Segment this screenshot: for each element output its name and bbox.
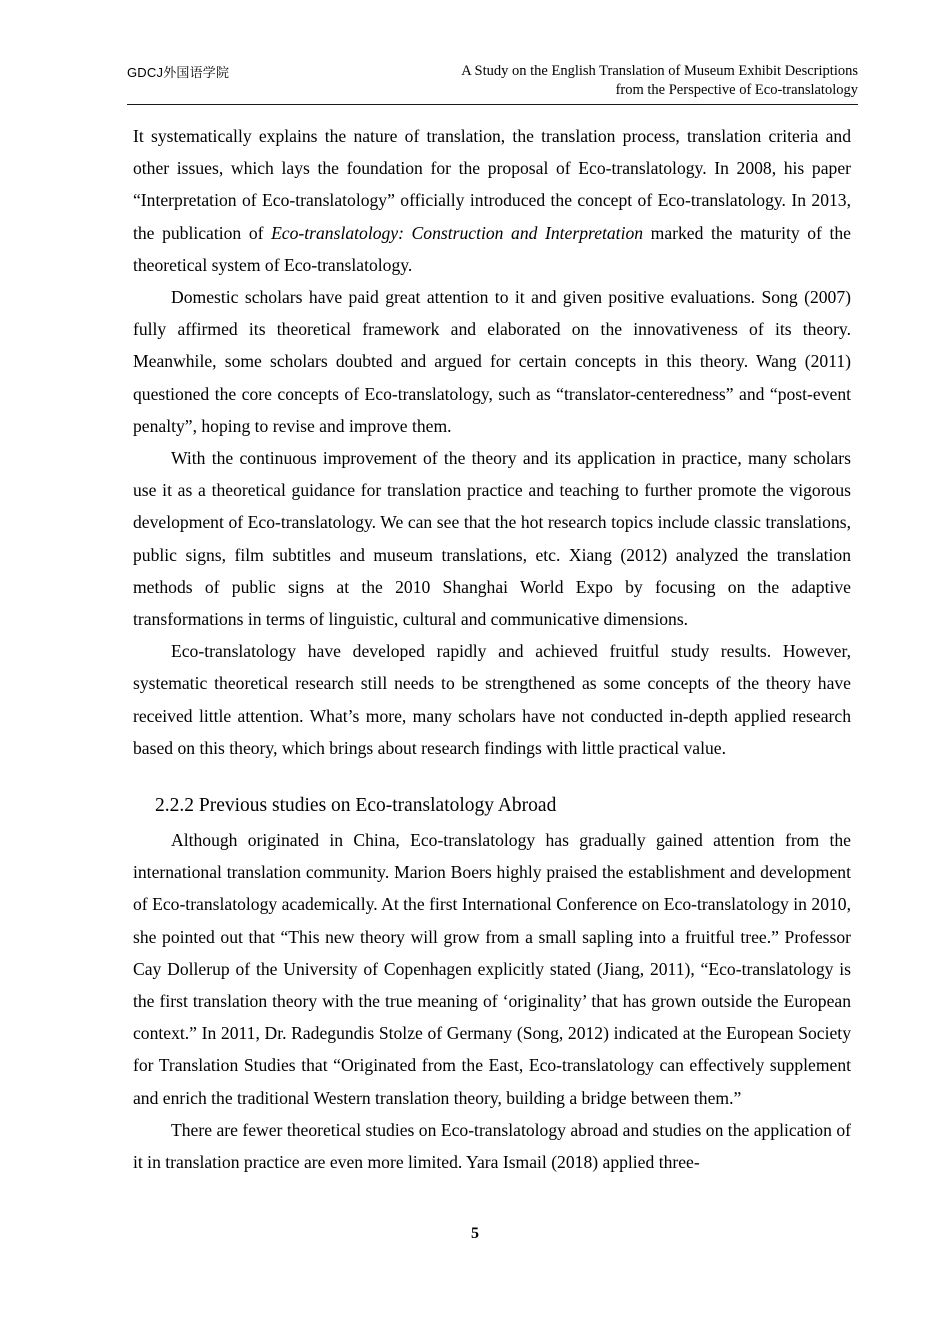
header-divider-rule	[127, 104, 858, 105]
header-thesis-title	[461, 62, 858, 100]
paragraph-1-text-a: It systematically explains the nature of translation, the translation process, translation criteria and other issues, which lays the foundation for the proposal of Eco-translatology. In 2008, his paper “Interpretation of Eco-translatology” officially introduced the concept of Eco-translatology. In 2013, the publication of	[133, 126, 851, 243]
header-title-line-1: A Study on the English Translation of Museum Exhibit Descriptions	[461, 63, 858, 79]
paragraph-2: Domestic scholars have paid great attention to it and given positive evaluations. Song (2007) fully affirmed its theoretical framework and elaborated on the innovativeness of its theory. Meanwhile, some scholars doubted and argued for certain concepts in this theory. Wang (2011) questioned the core concepts of Eco-translatology, such as “translator-centeredness” and “post-event penalty”, hoping to revise and improve them.	[133, 287, 851, 436]
paragraph-4: Eco-translatology have developed rapidly and achieved fruitful study results. However, systematic theoretical research still needs to be strengthened as some concepts of the theory have received little attention. What’s more, many scholars have not conducted in-depth applied research based on this theory, which brings about research findings with little practical value.	[133, 641, 851, 758]
paragraph-3: With the continuous improvement of the theory and its application in practice, many scholars use it as a theoretical guidance for translation practice and teaching to further promote the vigorous development of Eco-translatology. We can see that the hot research topics include classic translations, public signs, film subtitles and museum translations, etc. Xiang (2012) analyzed the translation methods of public signs at the 2010 Shanghai World Expo by focusing on the adaptive transformations in terms of linguistic, cultural and communicative dimensions.	[133, 448, 851, 630]
paragraph-1-text-b: marked the maturity of the theoretical system of Eco-translatology.	[133, 222, 851, 275]
paragraph-5: Although originated in China, Eco-translatology has gradually gained attention from the international translation community. Marion Boers highly praised the establishment and development of Eco-translatology academically. At the first International Conference on Eco-translatology in 2010, she pointed out that “This new theory will grow from a small sapling into a fruitful tree.” Professor Cay Dollerup of the University of Copenhagen explicitly stated (Jiang, 2011), “Eco-translatology is the first translation theory with the true meaning of ‘originality’ that has grown outside the European context.” In 2011, Dr. Radegundis Stolze of Germany (Song, 2012) indicated at the European Society for Translation Studies that “Originated from the East, Eco-translatology can effectively supplement and enrich the traditional Western translation theory, building a bridge between them.”	[133, 830, 851, 1108]
page-body	[133, 120, 851, 1178]
paragraph-6: There are fewer theoretical studies on Eco-translatology abroad and studies on the application of it in translation practice are even more limited. Yara Ismail (2018) applied three-	[133, 1119, 851, 1173]
paragraph-1	[133, 120, 851, 281]
book-title-italic: Eco-translatology: Construction and Interpretation	[271, 222, 644, 243]
section-heading-2-2-2: 2.2.2 Previous studies on Eco-translatology Abroad	[155, 795, 557, 817]
page-number: 5	[471, 1225, 479, 1242]
header-institution: GDCJ外国语学院	[127, 65, 230, 80]
running-header	[127, 62, 858, 100]
header-title-line-2: from the Perspective of Eco-translatology	[615, 82, 858, 98]
